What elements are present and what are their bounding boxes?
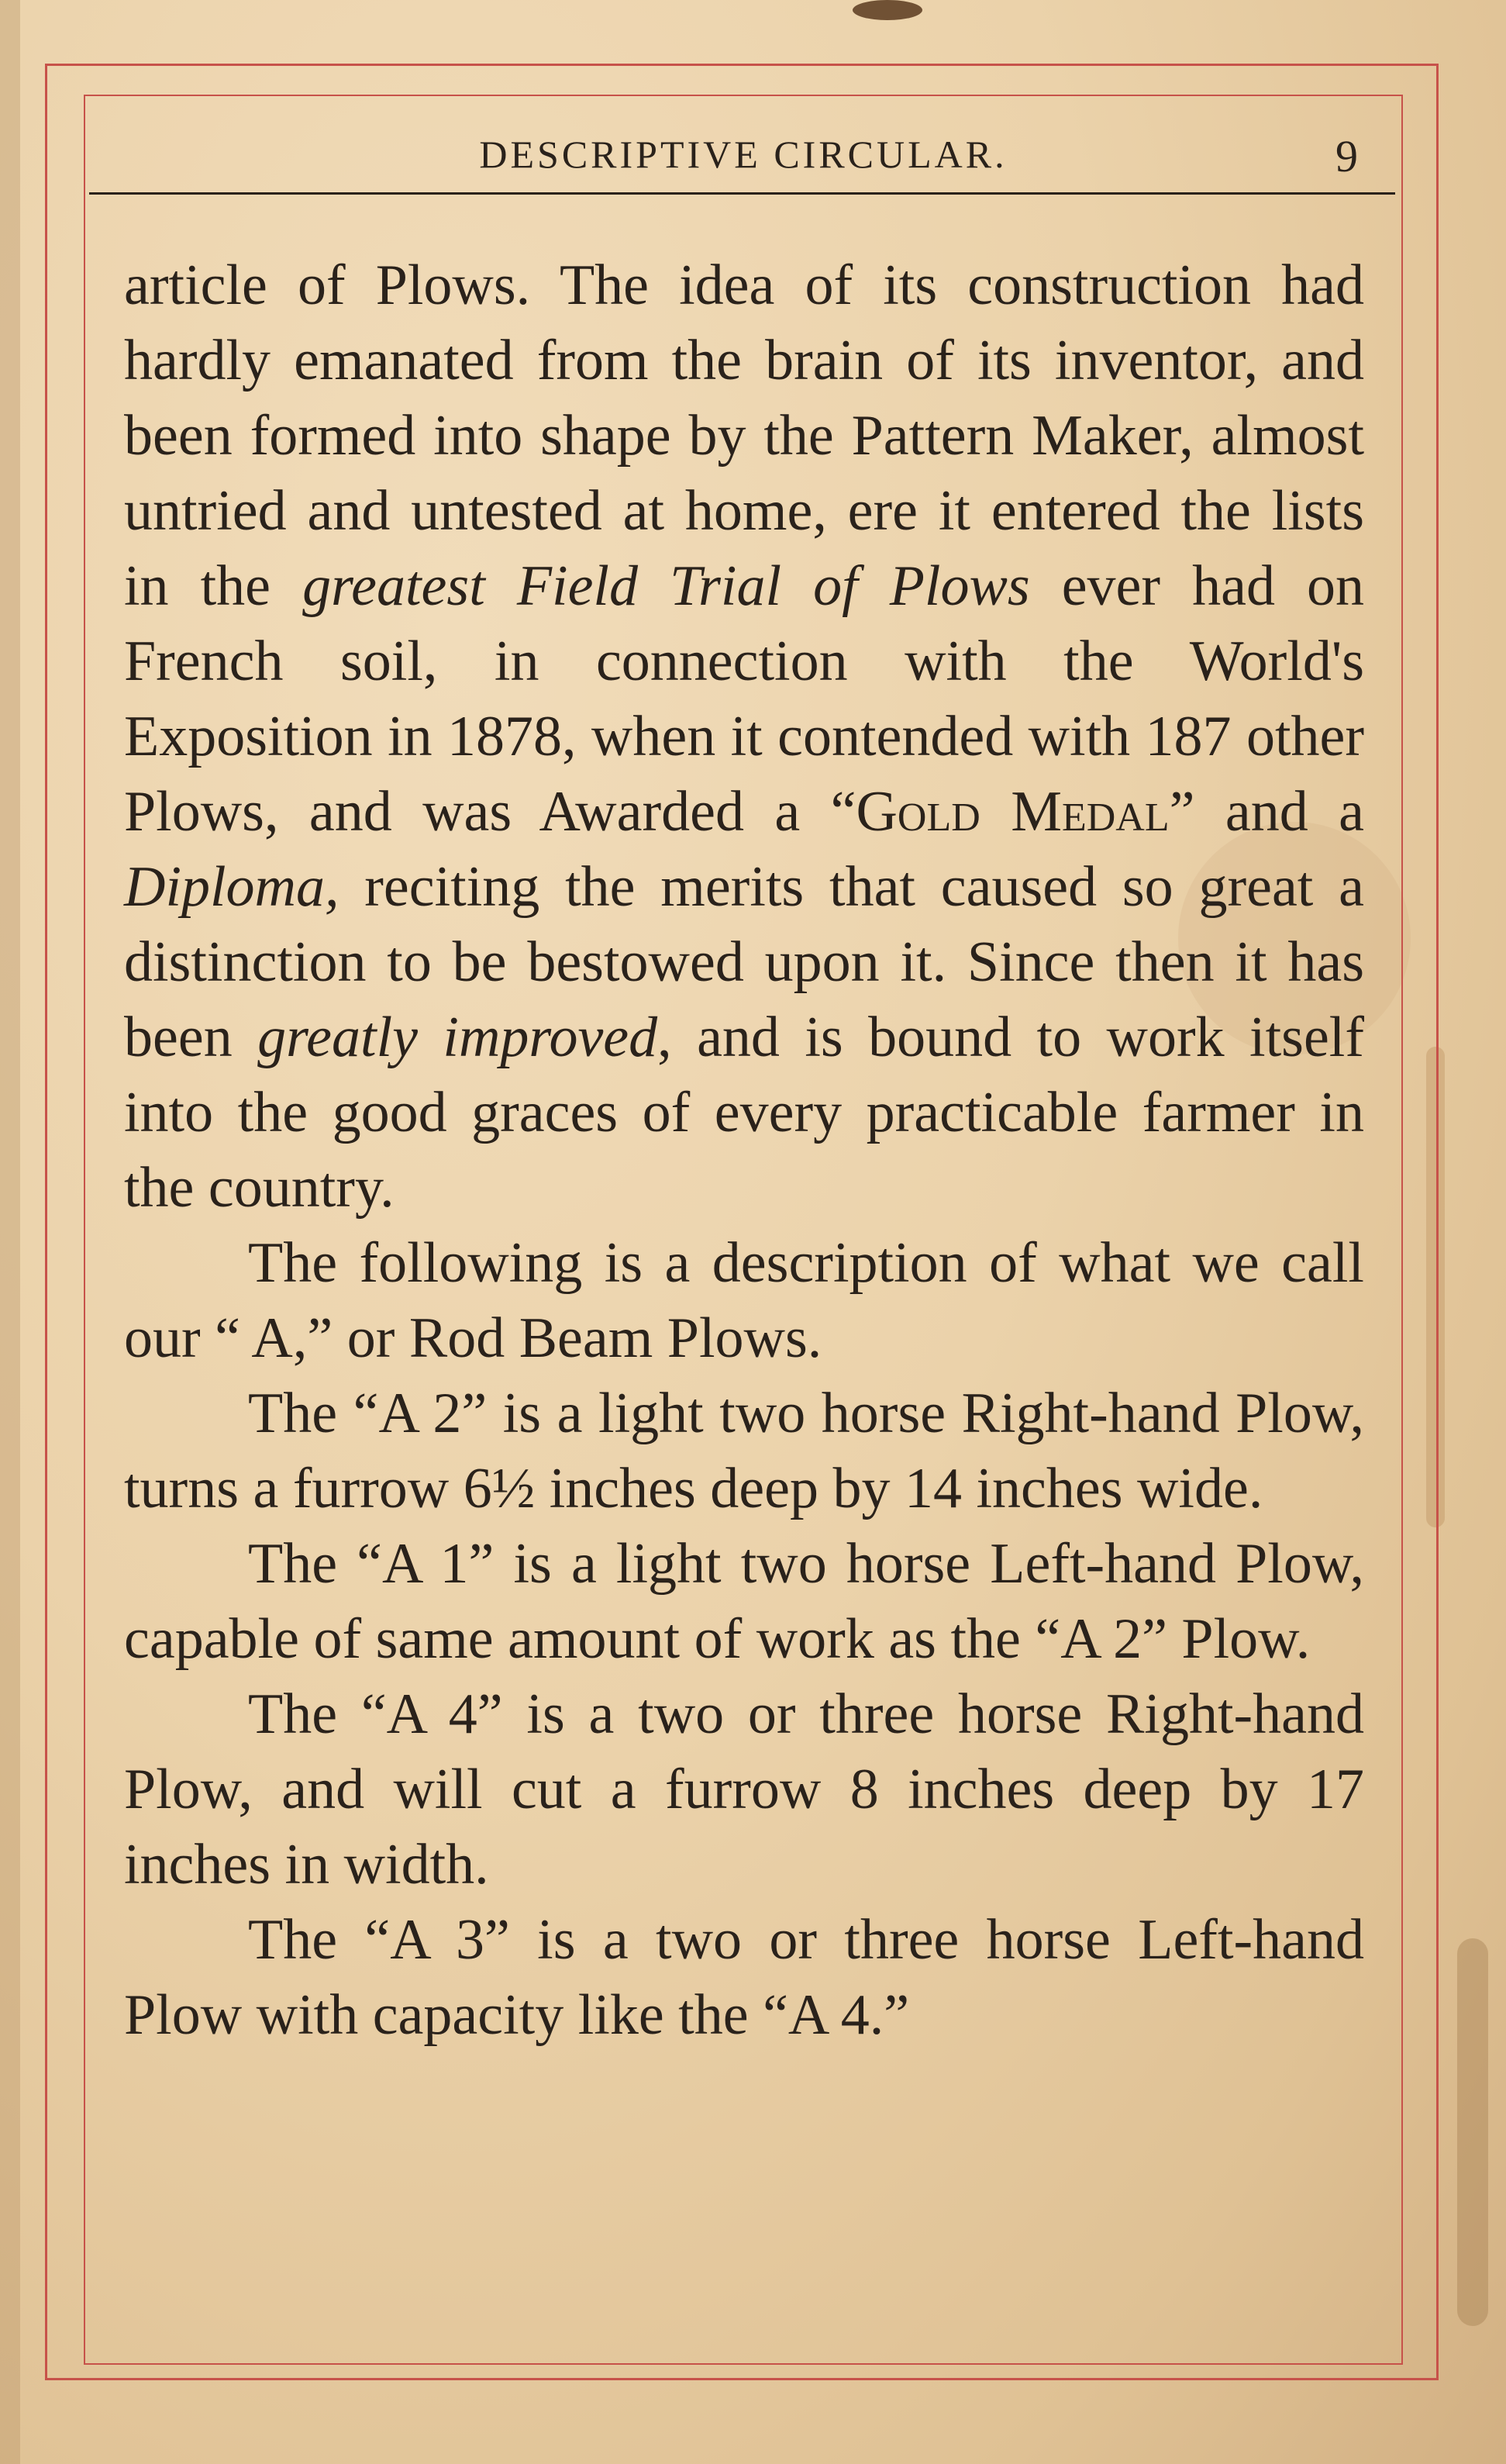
text-run: article of Plows. The idea of its construction had hardly emanated from the brain of its inventor, and been formed into shape by the Pattern Maker, almost untried and untested at home, ere it entered the lists in the — [124, 254, 1364, 618]
text-run: reciting the merits that caused so great a distinction to be bestowed upon it. Since then it has been — [124, 855, 1364, 1069]
running-header — [84, 124, 1403, 194]
italic-phrase: greatest Field Trial of Plows — [302, 554, 1030, 618]
paragraph-continued — [124, 248, 1364, 1226]
header-title: DESCRIPTIVE CIRCULAR. — [479, 133, 1008, 176]
paragraph-a2: The “A 2” is a light two horse Right-hand Plow, turns a furrow 6½ inches deep by 14 inches wide. — [124, 1382, 1364, 1520]
header-rule — [89, 192, 1395, 195]
text-run: , and is bound to work itself into the good graces of every practicable farmer in the country. — [124, 1006, 1364, 1220]
paragraph-a4: The “A 4” is a two or three horse Right-hand Plow, and will cut a furrow 8 inches deep by 17 inches in width. — [124, 1682, 1364, 1896]
body-text — [124, 248, 1364, 2053]
paragraph-a3: The “A 3” is a two or three horse Left-hand Plow with capacity like the “A 4.” — [124, 1908, 1364, 2047]
page-number: 9 — [1335, 131, 1358, 181]
small-caps-phrase: Gold Medal — [856, 780, 1170, 844]
italic-phrase: Diploma, — [124, 855, 339, 919]
italic-phrase: greatly improved — [257, 1006, 658, 1069]
text-run: ” and a — [1169, 780, 1364, 844]
text-run: ever had on French soil, in connection with the World's Exposition in 1878, when it contended with 187 other Plows, and was Awarded a “ — [124, 554, 1364, 844]
paragraph-a1: The “A 1” is a light two horse Left-hand Plow, capable of same amount of work as the “A 2” Plow. — [124, 1532, 1364, 1671]
paragraph-description-intro: The following is a description of what we call our “ A,” or Rod Beam Plows. — [124, 1231, 1364, 1370]
